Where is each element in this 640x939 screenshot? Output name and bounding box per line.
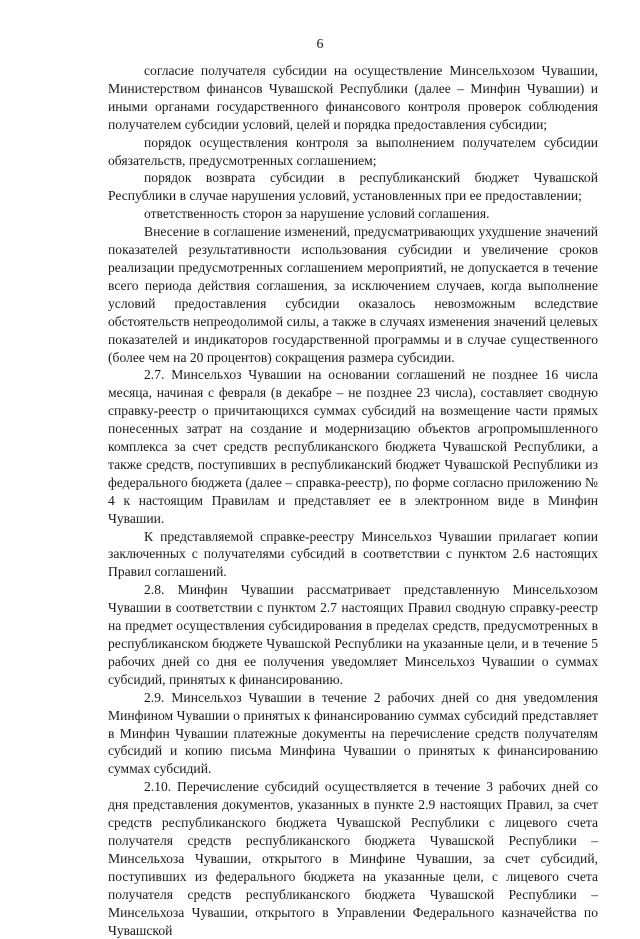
paragraph-responsibility: ответственность сторон за нарушение условий соглашения. <box>144 206 490 222</box>
paragraph-2-7-attachments: К представляемой справке-реестру Минсельхоз Чувашии прилагает копии заключенных с получателями субсидий в соответствии с пунктом 2.6 настоящих Правил соглашений. <box>108 528 598 580</box>
paragraph-2-8: 2.8. Минфин Чувашии рассматривает представленную Минсельхозом Чувашии в соответствии с пунктом 2.7 настоящих Правил сводную справку-реестр на предмет осуществления субсидирования в пределах средств, предусмотренных в республиканском бюджете Чувашской Республики на указанные цели, и в течение 5 рабочих дней со дня ее получения уведомляет Минсельхоз Чувашии о суммах субсидий, принятых к финансированию. <box>108 582 598 687</box>
paragraph-2-10: 2.10. Перечисление субсидий осуществляется в течение 3 рабочих дней со дня представления документов, указанных в пункте 2.9 настоящих Правил, за счет средств республиканского бюджета Чувашской Республики с лицевого счета получателя средств республиканского бюджета Чувашской Республики – Минсельхоза Чувашии, открытого в Минфине Чувашии, за счет субсидий, поступивших из федерального бюджета на указанные цели, с лицевого счета получателя средств республиканского бюджета Чувашской Республики – Минсельхоза Чувашии, открытого в Управлении Федерального казначейства по Чувашской <box>108 779 598 938</box>
paragraph-amendments: Внесение в соглашение изменений, предусматривающих ухудшение значений показателей результативности использования субсидии и увеличение сроков реализации предусмотренных соглашением мероприятий, не допускается в течение всего периода действия соглашения, за исключением случаев, когда выполнение условий предоставления субсидии оказалось невозможным вследствие обстоятельств непреодолимой силы, а также в случаях изменения значений целевых показателей и индикаторов государственной программы и в случае существенного (более чем на 20 процентов) сокращения размера субсидии. <box>108 224 598 365</box>
paragraph-return-procedure: порядок возврата субсидии в республиканский бюджет Чувашской Республики в случае нарушения условий, установленных при ее предоставлении; <box>108 170 598 204</box>
paragraph-control-procedure: порядок осуществления контроля за выполнением получателем субсидии обязательств, предусмотренных соглашением; <box>108 134 598 168</box>
paragraph-2-7: 2.7. Минсельхоз Чувашии на основании соглашений не позднее 16 числа месяца, начиная с февраля (в декабре – не позднее 23 числа), составляет сводную справку-реестр о причитающихся суммах субсидий на возмещение части прямых понесенных затрат на создание и модернизацию объектов агропромышленного комплекса за счет средств республиканского бюджета Чувашской Республики, а также средств, поступивших в республиканский бюджет Чувашской Республики из федерального бюджета (далее – справка-реестр), по форме согласно приложению № 4 к настоящим Правилам и представляет ее в электронном виде в Минфин Чувашии. <box>108 367 598 526</box>
document-body <box>108 62 598 939</box>
paragraph-consent-to-audits: согласие получателя субсидии на осуществление Минсельхозом Чувашии, Министерством финансов Чувашской Республики (далее – Минфин Чувашии) и иными органами государственного финансового контроля проверок соблюдения получателем субсидии условий, целей и порядка предоставления субсидии; <box>108 63 598 132</box>
page-number: 6 <box>316 37 324 52</box>
paragraph-2-9: 2.9. Минсельхоз Чувашии в течение 2 рабочих дней со дня уведомления Минфином Чувашии о принятых к финансированию суммах субсидий представляет в Минфин Чувашии платежные документы на перечисление средств получателям субсидий и копию письма Минфина Чувашии о принятых к финансированию суммах субсидий. <box>108 689 598 777</box>
